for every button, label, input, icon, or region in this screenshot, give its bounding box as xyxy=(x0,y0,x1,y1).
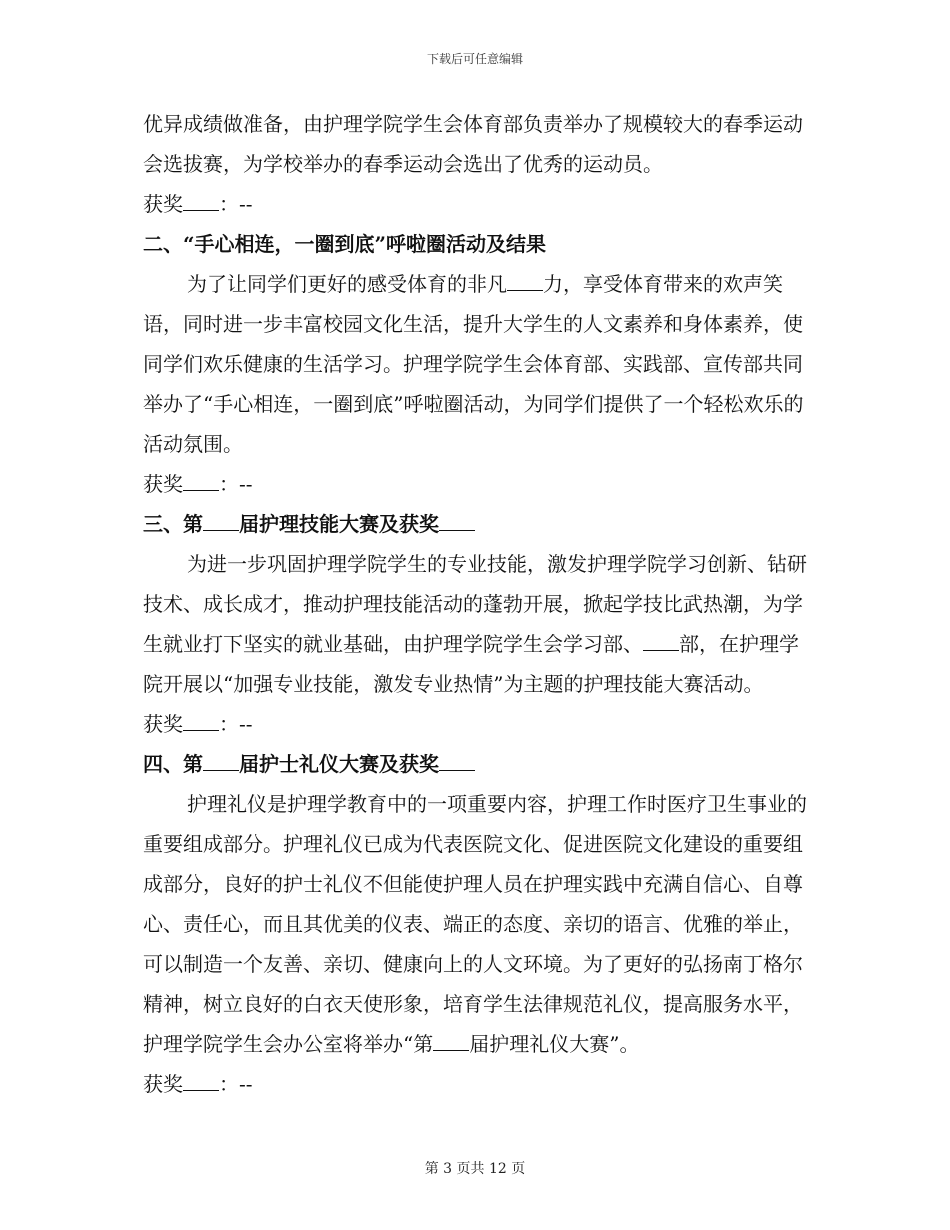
award-value: ：-- xyxy=(219,1072,253,1096)
blank-line xyxy=(183,472,219,491)
section-4-paragraph xyxy=(143,784,815,1064)
blank-line xyxy=(203,512,239,531)
section-4-heading-start: 四、第 xyxy=(143,752,203,776)
blank-line xyxy=(643,632,679,651)
section-4-text-start: 护理礼仪是护理学教育中的一项重要内容，护理工作时医疗卫生事业的重要组成部分。护理礼仪已成为代表医院文化、促进医院文化建设的重要组成部分，良好的护士礼仪不但能使护理人员在护理实践中充满自信心、自尊心、责任心，而且其优美的仪表、端正的态度、亲切的语言、优雅的举止，可以制造一个友善、亲切、健康向上的人文环境。为了更好的弘扬南丁格尔精神，树立良好的白衣天使形象，培育学生法律规范礼仪，提高服务水平，护理学院学生会办公室将举办“第 xyxy=(143,792,807,1056)
award-label: 获奖 xyxy=(143,1072,183,1096)
blank-line xyxy=(507,272,543,291)
blank-line xyxy=(183,712,219,731)
section-3-paragraph xyxy=(143,544,815,704)
intro-award-line xyxy=(143,184,815,224)
blank-line xyxy=(183,192,219,211)
section-4-award-line xyxy=(143,1064,815,1104)
section-2-text-end: 力，享受体育带来的欢声笑语，同时进一步丰富校园文化生活，提升大学生的人文素养和身体素养，使同学们欢乐健康的生活学习。护理学院学生会体育部、实践部、宣传部共同举办了“手心相连，一圈到底”呼啦圈活动，为同学们提供了一个轻松欢乐的活动氛围。 xyxy=(143,272,804,456)
section-4-heading-mid: 届护士礼仪大赛及获奖 xyxy=(239,752,439,776)
section-3-heading-start: 三、第 xyxy=(143,512,203,536)
award-label: 获奖 xyxy=(143,192,183,216)
section-2-heading: 二、“手心相连，一圈到底”呼啦圈活动及结果 xyxy=(143,232,547,256)
section-2-paragraph xyxy=(143,264,815,464)
blank-line xyxy=(183,1072,219,1091)
section-3-award-line xyxy=(143,704,815,744)
blank-line xyxy=(439,512,475,531)
document-body xyxy=(143,104,815,1104)
award-value: ：-- xyxy=(219,472,253,496)
award-label: 获奖 xyxy=(143,712,183,736)
page-footer: 第 3 页共 12 页 xyxy=(424,1161,526,1177)
blank-line xyxy=(439,752,475,771)
blank-line xyxy=(433,1032,469,1051)
award-value: ：-- xyxy=(219,192,253,216)
section-2-text-start: 为了让同学们更好的感受体育的非凡 xyxy=(187,272,507,296)
award-value: ：-- xyxy=(219,712,253,736)
section-3-text-end: 部，在护理学院开展以“加强专业技能，激发专业热情”为主题的护理技能大赛活动。 xyxy=(143,632,799,696)
blank-line xyxy=(203,752,239,771)
page-header: 下载后可任意编辑 xyxy=(426,52,523,66)
section-4-text-end: 届护理礼仪大赛”。 xyxy=(469,1032,640,1056)
intro-paragraph: 优异成绩做准备，由护理学院学生会体育部负责举办了规模较大的春季运动会选拔赛，为学校举办的春季运动会选出了优秀的运动员。 xyxy=(143,112,803,176)
award-label: 获奖 xyxy=(143,472,183,496)
section-3-text-start: 为进一步巩固护理学院学生的专业技能，激发护理学院学习创新、钻研技术、成长成才，推动护理技能活动的蓬勃开展，掀起学技比武热潮，为学生就业打下坚实的就业基础，由护理学院学生会学习部、 xyxy=(143,552,807,656)
section-4-heading xyxy=(143,744,815,784)
section-3-heading xyxy=(143,504,815,544)
section-3-heading-mid: 届护理技能大赛及获奖 xyxy=(239,512,439,536)
section-2-award-line xyxy=(143,464,815,504)
